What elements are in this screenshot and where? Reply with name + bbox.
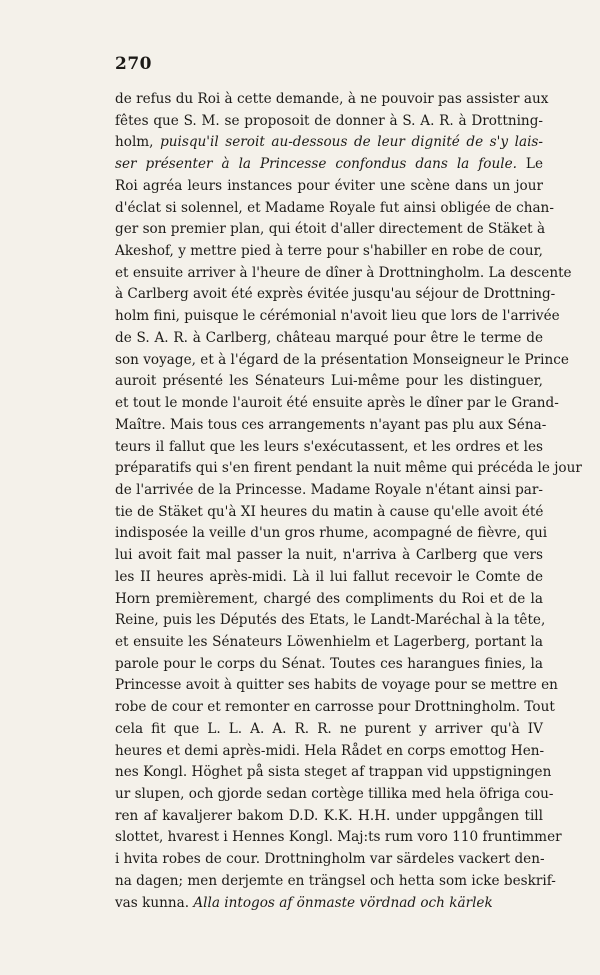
text-run: holm, (115, 134, 161, 151)
italic-text-run: ser présenter à la Princesse confondus dans la foule. (115, 156, 517, 173)
text-run: les II heures après-midi. Là il lui fallut recevoir le Comte de (115, 568, 543, 585)
text-run: son voyage, et à l'égard de la présentation Monseigneur le Prince (115, 351, 569, 368)
text-line (115, 437, 543, 459)
text-run: na dagen; men derjemte en trängsel och hetta som icke beskrif- (115, 872, 556, 889)
text-run: Horn premièrement, chargé des compliments du Roi et de la (115, 590, 543, 607)
text-line (115, 675, 558, 697)
text-run: à Carlberg avoit été exprès évitée jusqu'au séjour de Drottning- (115, 286, 556, 303)
text-line (115, 458, 582, 480)
text-run: de l'arrivée de la Princesse. Madame Royale n'étant ainsi par- (115, 481, 543, 498)
text-line (115, 328, 543, 350)
text-line (115, 697, 555, 719)
text-run: Le (516, 156, 544, 173)
text-line (115, 111, 543, 133)
text-line (115, 567, 543, 589)
text-line (115, 893, 543, 915)
body-text (115, 89, 582, 914)
text-line (115, 415, 547, 437)
text-line (115, 89, 549, 111)
text-run: et ensuite arriver à l'heure de dîner à Drottningholm. La descente (115, 264, 572, 281)
text-line (115, 871, 556, 893)
text-run: slottet, hvarest i Hennes Kongl. Maj:ts rum voro 110 fruntimmer (115, 829, 562, 846)
text-run: ger son premier plan, qui étoit d'aller directement de Stäket à (115, 221, 546, 238)
text-line (115, 784, 554, 806)
text-run: tie de Stäket qu'à XI heures du matin à cause qu'elle avoit été (115, 503, 544, 520)
text-run: auroit présenté les Sénateurs Lui-même pour les distinguer, (115, 373, 543, 390)
page-number: 270 (115, 54, 152, 74)
text-run: Maître. Mais tous ces arrangements n'ayant pas plu aux Séna- (115, 416, 547, 433)
text-line (115, 154, 543, 176)
text-line (115, 176, 543, 198)
text-line (115, 632, 543, 654)
text-run: ren af kavaljerer bakom D.D. K.K. H.H. under uppgången till (115, 807, 543, 824)
text-run: heures et demi après-midi. Hela Rådet en corps emottog Hen- (115, 742, 545, 759)
text-line (115, 393, 559, 415)
text-line (115, 827, 562, 849)
text-run: Roi agréa leurs instances pour éviter une scène dans un jour (115, 177, 543, 194)
text-run: fêtes que S. M. se proposoit de donner à S. A. R. à Drottning- (115, 112, 543, 129)
text-run: lui avoit fait mal passer la nuit, n'arriva à Carlberg que vers (115, 547, 543, 564)
text-run: de refus du Roi à cette demande, à ne pouvoir pas assister aux (115, 91, 549, 107)
text-run: holm fini, puisque le cérémonial n'avoit lieu que lors de l'arrivée (115, 308, 560, 325)
text-run: teurs il fallut que les leurs s'exécutassent, et les ordres et les (115, 438, 543, 455)
text-line (115, 806, 543, 828)
text-run: préparatifs qui s'en firent pendant la nuit même qui précéda le jour (115, 460, 582, 477)
text-line (115, 219, 546, 241)
text-run: Akeshof, y mettre pied à terre pour s'habiller en robe de cour, (115, 243, 543, 260)
text-run: de S. A. R. à Carlberg, château marqué pour être le terme de (115, 329, 543, 346)
text-line (115, 198, 554, 220)
text-line (115, 849, 543, 871)
text-line (115, 741, 543, 763)
text-line (115, 654, 543, 676)
text-run: nes Kongl. Höghet på sista steget af trappan vid uppstigningen (115, 764, 552, 781)
text-run: indisposée la veille d'un gros rhume, acompagné de fièvre, qui (115, 525, 548, 542)
text-line (115, 371, 543, 393)
text-line (115, 589, 543, 611)
italic-text-run: puisqu'il seroit au-dessous de leur dignité de s'y lais- (160, 134, 543, 151)
text-line (115, 350, 569, 372)
text-line (115, 762, 552, 784)
text-run: cela fit que L. L. A. A. R. R. ne purent y arriver qu'à IV (115, 720, 543, 737)
text-line (115, 545, 543, 567)
text-run: d'éclat si solennel, et Madame Royale fut ainsi obligée de chan- (115, 199, 554, 216)
text-run: et ensuite les Sénateurs Löwenhielm et Lagerberg, portant la (115, 633, 543, 650)
italic-text-run: Alla intogos af önmaste vördnad och kärlek (193, 894, 493, 911)
text-line (115, 284, 556, 306)
text-line (115, 523, 548, 545)
text-run: robe de cour et remonter en carrosse pour Drottningholm. Tout (115, 699, 555, 716)
text-run: parole pour le corps du Sénat. Toutes ces harangues finies, la (115, 655, 543, 672)
text-line (115, 263, 572, 285)
text-line (115, 306, 560, 328)
text-run: vas kunna. (115, 894, 194, 911)
text-line (115, 241, 543, 263)
text-line (115, 502, 543, 524)
text-run: Reine, puis les Députés des Etats, le Landt-Maréchal à la tête, (115, 612, 546, 629)
text-run: Princesse avoit à quitter ses habits de voyage pour se mettre en (115, 677, 558, 694)
text-run: i hvita robes de cour. Drottningholm var särdeles vackert den- (115, 851, 545, 868)
text-run: et tout le monde l'auroit été ensuite après le dîner par le Grand- (115, 395, 559, 412)
text-line (115, 132, 543, 154)
text-run: ur slupen, och gjorde sedan cortège tillika med hela öfriga cou- (115, 786, 554, 802)
text-line (115, 719, 543, 741)
text-line (115, 610, 546, 632)
text-line (115, 480, 543, 502)
